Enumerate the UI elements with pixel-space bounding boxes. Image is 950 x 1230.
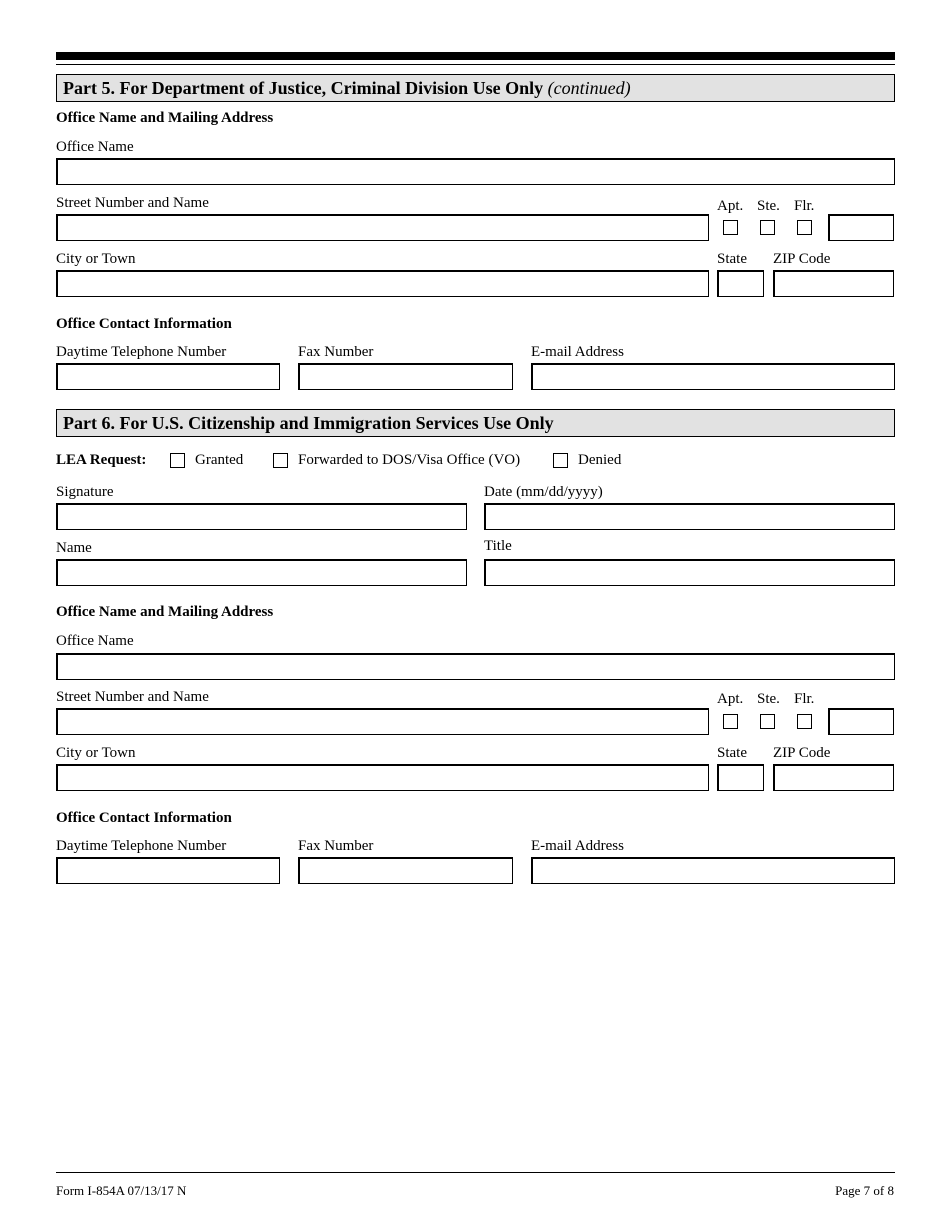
part5-phone-input[interactable] (56, 363, 280, 390)
part5-apt-label: Apt. (717, 198, 744, 214)
part6-fax-label: Fax Number (298, 838, 374, 854)
lea-forwarded-checkbox[interactable] (273, 453, 288, 468)
part5-fax-input[interactable] (298, 363, 513, 390)
part5-city-label: City or Town (56, 251, 136, 267)
part6-zip-input[interactable] (773, 764, 894, 791)
part6-state-label: State (717, 745, 747, 761)
part6-apt-checkbox[interactable] (723, 714, 738, 729)
part6-street-label: Street Number and Name (56, 689, 209, 705)
part6-header (56, 409, 895, 437)
part6-mailing-heading: Office Name and Mailing Address (56, 604, 274, 620)
part6-unit-number-input[interactable] (828, 708, 894, 735)
part6-ste-checkbox[interactable] (760, 714, 775, 729)
part5-title: Part 5. For Department of Justice, Criminal Division Use Only (63, 78, 544, 98)
part5-contact-heading: Office Contact Information (56, 316, 232, 332)
part6-ste-label: Ste. (757, 691, 780, 707)
part5-city-input[interactable] (56, 270, 709, 297)
top-rule-thin (56, 64, 895, 65)
lea-forwarded-label: Forwarded to DOS/Visa Office (VO) (298, 452, 521, 468)
part5-title-suffix: (continued) (547, 78, 631, 98)
part6-flr-label: Flr. (794, 691, 815, 707)
part6-office-name-label: Office Name (56, 633, 134, 649)
part6-phone-input[interactable] (56, 857, 280, 884)
part5-ste-label: Ste. (757, 198, 780, 214)
part5-street-input[interactable] (56, 214, 709, 241)
name-input[interactable] (56, 559, 467, 586)
part5-street-label: Street Number and Name (56, 195, 209, 211)
part5-email-input[interactable] (531, 363, 895, 390)
part6-apt-label: Apt. (717, 691, 744, 707)
lea-denied-label: Denied (578, 452, 622, 468)
footer-rule (56, 1172, 895, 1173)
part6-flr-checkbox[interactable] (797, 714, 812, 729)
part6-contact-heading: Office Contact Information (56, 810, 232, 826)
signature-input[interactable] (56, 503, 467, 530)
lea-granted-label: Granted (195, 452, 244, 468)
part6-zip-label: ZIP Code (773, 745, 831, 761)
part5-flr-checkbox[interactable] (797, 220, 812, 235)
part6-street-input[interactable] (56, 708, 709, 735)
part6-office-name-input[interactable] (56, 653, 895, 680)
page-number: Page 7 of 8 (835, 1183, 894, 1198)
lea-denied-checkbox[interactable] (553, 453, 568, 468)
part5-zip-label: ZIP Code (773, 251, 831, 267)
part6-city-label: City or Town (56, 745, 136, 761)
part5-office-name-label: Office Name (56, 139, 134, 155)
part6-email-label: E-mail Address (531, 838, 624, 854)
part5-state-label: State (717, 251, 747, 267)
title-label: Title (484, 538, 512, 554)
part6-email-input[interactable] (531, 857, 895, 884)
part5-ste-checkbox[interactable] (760, 220, 775, 235)
part6-city-input[interactable] (56, 764, 709, 791)
date-label: Date (mm/dd/yyyy) (484, 484, 603, 500)
part6-fax-input[interactable] (298, 857, 513, 884)
part5-state-select[interactable] (717, 270, 764, 297)
part5-fax-label: Fax Number (298, 344, 374, 360)
signature-label: Signature (56, 484, 114, 500)
lea-granted-checkbox[interactable] (170, 453, 185, 468)
part5-phone-label: Daytime Telephone Number (56, 344, 227, 360)
lea-request-label: LEA Request: (56, 452, 147, 468)
part5-unit-number-input[interactable] (828, 214, 894, 241)
title-input[interactable] (484, 559, 895, 586)
part5-apt-checkbox[interactable] (723, 220, 738, 235)
part5-office-name-input[interactable] (56, 158, 895, 185)
part5-mailing-heading: Office Name and Mailing Address (56, 110, 274, 126)
part6-state-select[interactable] (717, 764, 764, 791)
part5-zip-input[interactable] (773, 270, 894, 297)
part5-header (56, 74, 895, 102)
part5-flr-label: Flr. (794, 198, 815, 214)
part6-phone-label: Daytime Telephone Number (56, 838, 227, 854)
form-id: Form I-854A 07/13/17 N (56, 1183, 187, 1198)
top-rule-thick (56, 52, 895, 60)
date-input[interactable] (484, 503, 895, 530)
name-label: Name (56, 540, 92, 556)
part5-email-label: E-mail Address (531, 344, 624, 360)
part6-title: Part 6. For U.S. Citizenship and Immigration Services Use Only (63, 413, 554, 433)
